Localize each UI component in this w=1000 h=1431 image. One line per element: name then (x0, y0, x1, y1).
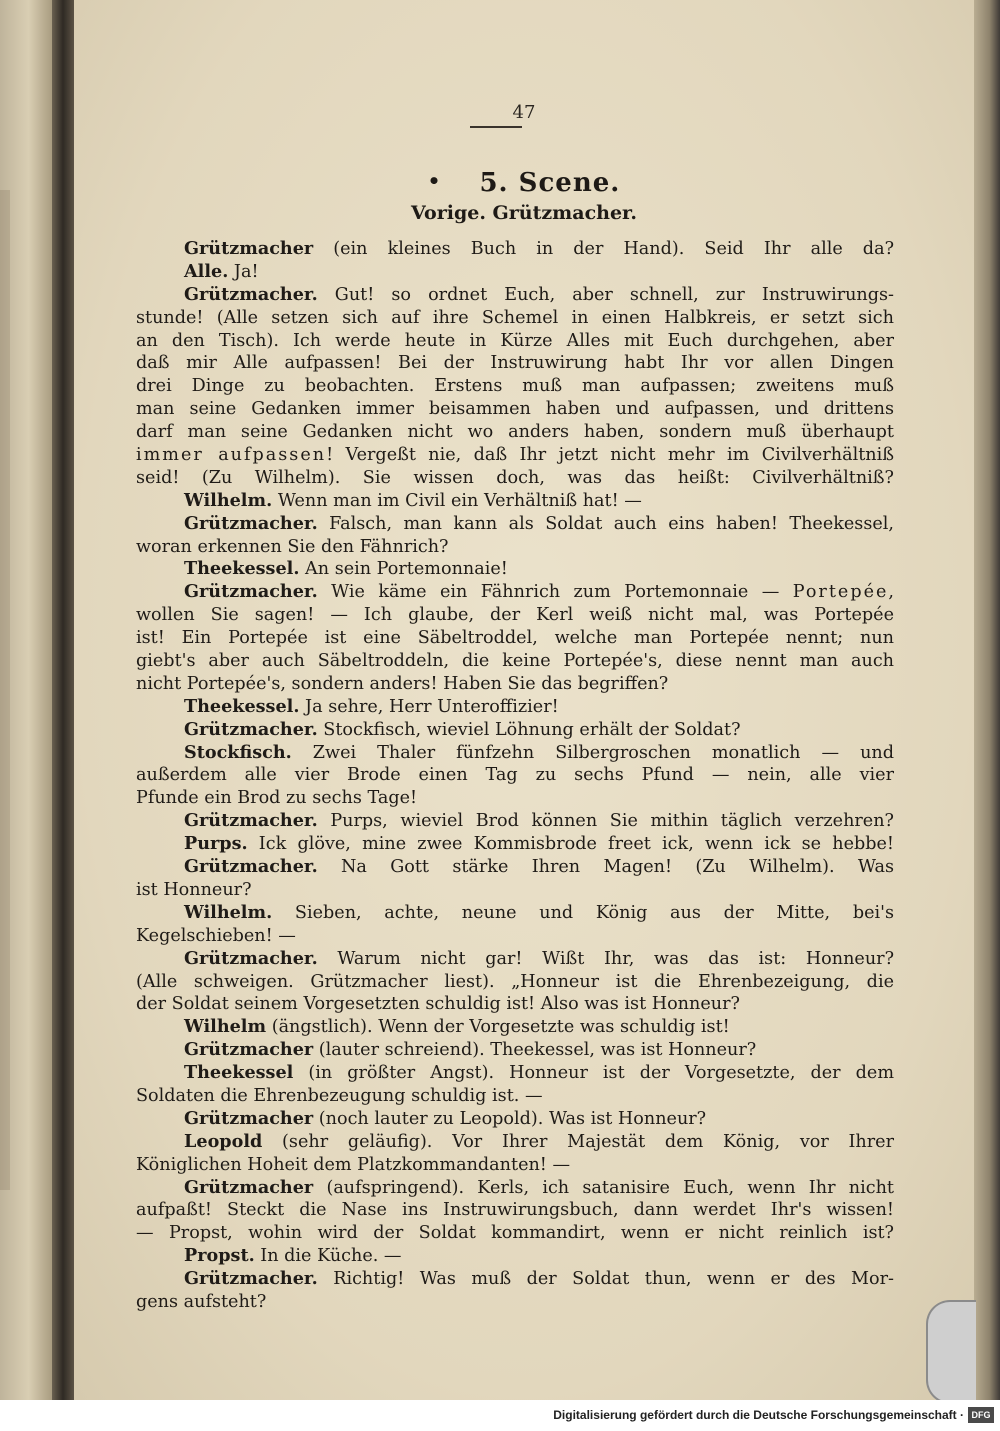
page-number-rule (470, 126, 522, 128)
speaker-name: Grützmacher (184, 1176, 314, 1198)
text-line (136, 1062, 894, 1085)
line-text: ist! Ein Portepée ist eine Säbeltroddel, welche man Portepée nennt; nun (136, 628, 894, 649)
line-text: Ick glöve, mine zwee Kommisbrode freet ick, wenn ick se hebbe! (247, 834, 894, 855)
line-text: daß mir Alle aufpassen! Bei der Instruwirung habt Ihr vor allen Dingen (136, 353, 894, 374)
line-text: stunde! (Alle setzen sich auf ihre Schemel in einen Halbkreis, er setzt sich (136, 307, 894, 328)
speaker-name: Theekessel. (184, 558, 300, 580)
line-text: Wie käme ein Fähnrich zum Portemonnaie — (317, 582, 793, 603)
speaker-name: Wilhelm. (184, 489, 273, 511)
line-text: (aufspringend). Kerls, ich satanisire Euch, wenn Ihr nicht (313, 1177, 894, 1198)
line-text: ! Vergeßt nie, daß Ihr jetzt nicht mehr im Civilverhältniß (326, 445, 894, 466)
speaker-name: Purps. (184, 833, 248, 855)
scene-bullet: • (427, 169, 442, 193)
line-text: (Alle schweigen. Grützmacher liest). „Honneur ist die Ehrenbezeigung, die (136, 971, 894, 992)
line-text: man seine Gedanken immer beisammen haben und aufpassen, und drittens (136, 399, 894, 420)
text-line (136, 467, 894, 490)
speaker-name: Grützmacher. (184, 947, 318, 969)
footer-bar (0, 1400, 1000, 1431)
speaker-name: Grützmacher. (184, 718, 318, 740)
text-line (136, 1108, 894, 1131)
line-text: (noch lauter zu Leopold). Was ist Honneur? (313, 1108, 707, 1129)
text-line (136, 1245, 894, 1268)
line-text: außerdem alle vier Brode einen Tag zu sechs Pfund — nein, alle vier (136, 765, 894, 786)
text-line (136, 1016, 894, 1039)
text-line (136, 1039, 894, 1062)
text-line (136, 673, 894, 696)
page-shadow (0, 190, 10, 1190)
text-line (136, 238, 894, 261)
line-text: (ängstlich). Wenn der Vorgesetzte was schuldig ist! (266, 1017, 730, 1038)
text-line (136, 1154, 894, 1177)
speaker-name: Alle. (184, 260, 229, 282)
book-page (74, 0, 974, 1400)
line-text: Soldaten die Ehrenbezeugung schuldig ist. — (136, 1085, 543, 1106)
line-text: Na Gott stärke Ihren Magen! (Zu Wilhelm). Was (317, 857, 894, 878)
speaker-name: Stockfisch. (184, 741, 292, 763)
speaker-name: Grützmacher (184, 1107, 314, 1129)
text-line (136, 1085, 894, 1108)
line-text: darf man seine Gedanken nicht wo anders haben, sondern muß überhaupt (136, 422, 894, 443)
line-text: wollen Sie sagen! — Ich glaube, der Kerl weiß nicht mal, was Portepée (136, 605, 894, 626)
text-line (136, 1291, 894, 1314)
line-text: woran erkennen Sie den Fähnrich? (136, 536, 449, 557)
text-line (136, 971, 894, 994)
text-line (136, 1131, 894, 1154)
text-line (136, 1222, 894, 1245)
emphasized-text: Portepée (792, 582, 889, 603)
line-text: nicht Portepée's, sondern anders! Haben Sie das begriffen? (136, 673, 669, 694)
speaker-name: Grützmacher (184, 238, 314, 259)
text-line (136, 833, 894, 856)
text-line (136, 330, 894, 353)
text-line (136, 787, 894, 810)
speaker-name: Grützmacher. (184, 283, 318, 305)
text-line (136, 581, 894, 604)
dialogue-body (136, 238, 894, 1314)
line-text: ist Honneur? (136, 879, 252, 900)
text-line (136, 650, 894, 673)
line-text: Sieben, achte, neune und König aus der Mitte, bei's (272, 902, 894, 923)
funding-note: Digitalisierung gefördert durch die Deutsche Forschungsgemeinschaft · (553, 1408, 964, 1422)
text-line (136, 993, 894, 1016)
scene-title (74, 168, 974, 198)
line-text: Kegelschieben! — (136, 925, 296, 946)
emphasized-text: immer aufpassen (136, 445, 327, 466)
line-text: An sein Portemonnaie! (299, 559, 508, 580)
text-line (136, 810, 894, 833)
line-text: gens aufsteht? (136, 1291, 267, 1312)
speaker-name: Wilhelm. (184, 901, 273, 923)
line-text: (in größter Angst). Honneur ist der Vorgesetzte, der dem (293, 1063, 894, 1084)
scene-title-text: 5. Scene. (479, 168, 621, 198)
text-line (136, 284, 894, 307)
line-text: der Soldat seinem Vorgesetzten schuldig ist! Also was ist Honneur? (136, 994, 740, 1015)
text-line (136, 902, 894, 925)
text-line (136, 948, 894, 971)
speaker-name: Leopold (184, 1130, 263, 1152)
text-line (136, 1177, 894, 1200)
line-text: seid! (Zu Wilhelm). Sie wissen doch, was das heißt: Civilverhältniß? (136, 467, 894, 488)
line-text: aufpaßt! Steckt die Nase ins Instruwirungsbuch, dann werdet Ihr's wissen! (136, 1200, 894, 1221)
text-line (136, 925, 894, 948)
line-text: an den Tisch). Ich werde heute in Kürze Alles mit Euch durchgehen, aber (136, 330, 894, 351)
line-text: Wenn man im Civil ein Verhältniß hat! — (272, 490, 642, 511)
text-line (136, 536, 894, 559)
line-text: Falsch, man kann als Soldat auch eins haben! Theekessel, (317, 513, 894, 534)
speaker-name: Grützmacher. (184, 581, 318, 603)
text-line (136, 742, 894, 765)
speaker-name: Wilhelm (184, 1016, 267, 1038)
text-line (136, 879, 894, 902)
line-text: (ein kleines Buch in der Hand). Seid Ihr alle da? (313, 239, 894, 259)
text-line (136, 764, 894, 787)
line-text: (lauter schreiend). Theekessel, was ist Honneur? (313, 1040, 757, 1061)
text-line (136, 856, 894, 879)
line-text: drei Dinge zu beobachten. Erstens muß man aufpassen; zweitens muß (136, 376, 894, 397)
line-text: — Propst, wohin wird der Soldat kommandirt, wenn er nicht reinlich ist? (136, 1223, 894, 1244)
text-line (136, 604, 894, 627)
text-line (136, 1199, 894, 1222)
text-line (136, 627, 894, 650)
text-line (136, 558, 894, 581)
book-spine (52, 0, 74, 1400)
speaker-name: Grützmacher. (184, 856, 318, 878)
dfg-logo: DFG (968, 1407, 994, 1423)
speaker-name: Theekessel. (184, 695, 300, 717)
line-text: Richtig! Was muß der Soldat thun, wenn er des Mor- (317, 1269, 894, 1290)
text-line (136, 421, 894, 444)
line-text: Ja sehre, Herr Unteroffizier! (299, 696, 559, 717)
speaker-name: Theekessel (184, 1062, 294, 1084)
line-text: Zwei Thaler fünfzehn Silbergroschen monatlich — und (291, 742, 894, 763)
text-line (136, 375, 894, 398)
line-text: Gut! so ordnet Euch, aber schnell, zur Instruwirungs- (317, 284, 894, 305)
line-text: Purps, wieviel Brod können Sie mithin täglich verzehren? (317, 811, 894, 832)
text-line (136, 444, 894, 467)
speaker-name: Grützmacher (184, 1039, 314, 1061)
text-line (136, 398, 894, 421)
line-text: In die Küche. — (254, 1246, 402, 1267)
page-right-edge (974, 0, 1000, 1400)
speaker-name: Propst. (184, 1245, 255, 1267)
text-line (136, 352, 894, 375)
line-text: Pfunde ein Brod zu sechs Tage! (136, 788, 418, 809)
text-line (136, 261, 894, 284)
text-line (136, 513, 894, 536)
line-text: Königlichen Hoheit dem Platzkommandanten! — (136, 1154, 571, 1175)
page-number: 47 (512, 102, 536, 123)
speaker-name: Grützmacher. (184, 512, 318, 534)
text-line (136, 490, 894, 513)
text-line (136, 307, 894, 330)
scene-cast: Vorige. Grützmacher. (411, 202, 637, 224)
speaker-name: Grützmacher. (184, 1268, 318, 1290)
line-text: Warum nicht gar! Wißt Ihr, was das ist: Honneur? (317, 948, 894, 969)
text-line (136, 1268, 894, 1291)
line-text: Ja! (228, 261, 259, 282)
line-text: , (888, 582, 894, 603)
speaker-name: Grützmacher. (184, 810, 318, 832)
scanner-clip (926, 1300, 976, 1404)
line-text: (sehr geläufig). Vor Ihrer Majestät dem König, vor Ihrer (262, 1131, 894, 1152)
line-text: Stockfisch, wieviel Löhnung erhält der Soldat? (317, 719, 741, 740)
text-line (136, 696, 894, 719)
text-line (136, 719, 894, 742)
line-text: giebt's aber auch Säbeltroddeln, die keine Portepée's, diese nennt man auch (136, 651, 894, 672)
